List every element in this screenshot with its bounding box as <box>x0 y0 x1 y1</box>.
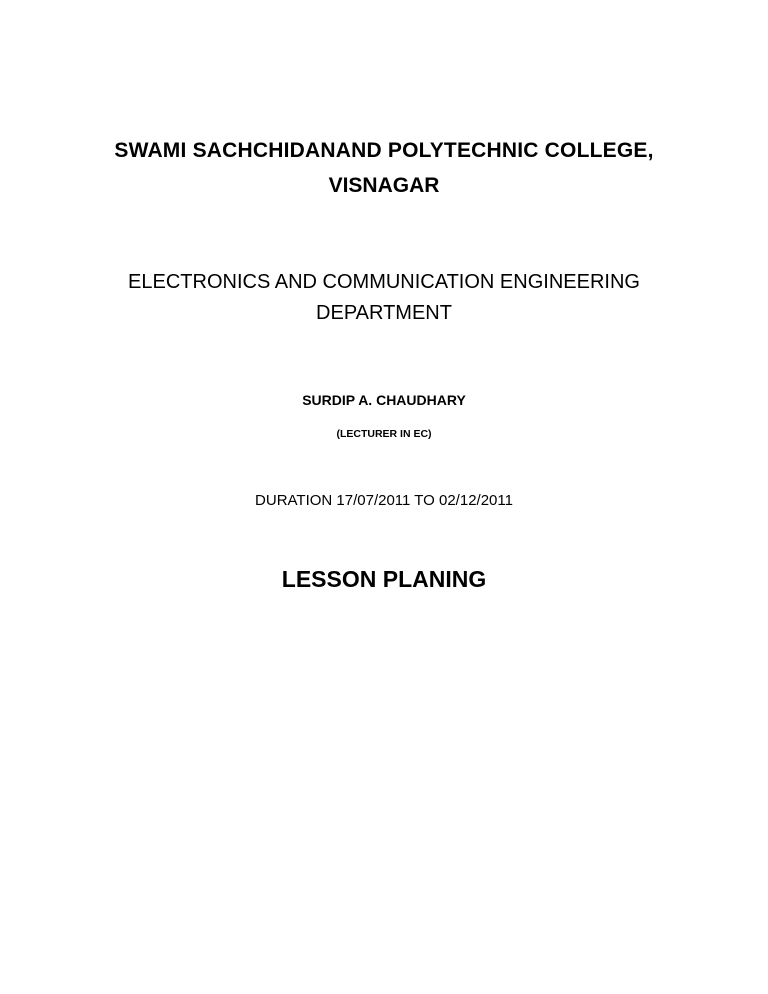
college-name-line1: SWAMI SACHCHIDANAND POLYTECHNIC COLLEGE, <box>114 139 654 162</box>
department-line2: DEPARTMENT <box>316 302 452 324</box>
duration-text: DURATION 17/07/2011 TO 02/12/2011 <box>255 492 513 509</box>
lecturer-name: SURDIP A. CHAUDHARY <box>302 392 466 408</box>
department-line1: ELECTRONICS AND COMMUNICATION ENGINEERING <box>128 271 640 293</box>
lesson-planing-heading: LESSON PLANING <box>281 566 487 592</box>
college-name-line2: VISNAGAR <box>328 174 440 197</box>
lecturer-title: (LECTURER IN EC) <box>336 428 432 440</box>
